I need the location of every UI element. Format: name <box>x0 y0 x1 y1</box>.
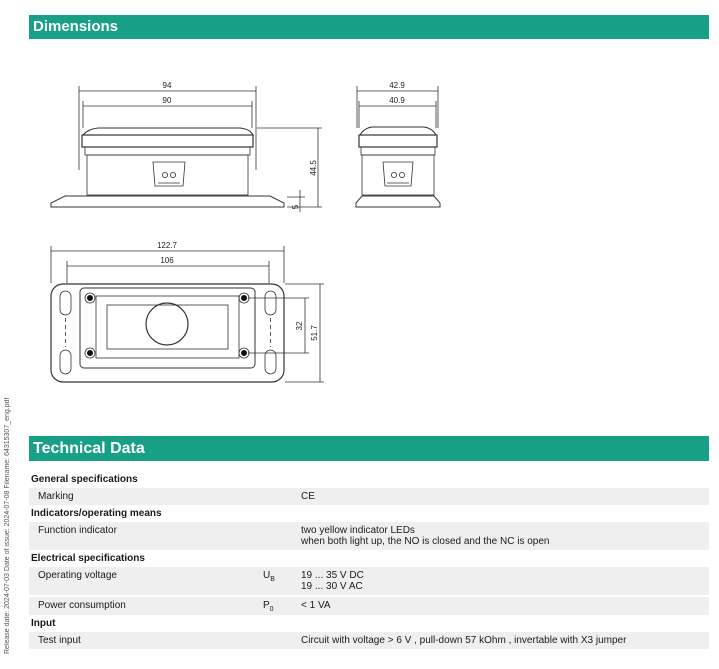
row-value-power-consumption: < 1 VA <box>301 597 709 615</box>
row-symbol-ub: $U_B$ <box>263 567 301 595</box>
row-name-marking: Marking <box>29 488 263 505</box>
dim-label-94: 94 <box>162 81 172 90</box>
dimensions-section-header: Dimensions <box>29 15 709 39</box>
row-symbol <box>263 488 301 505</box>
group-indicators-operating-means: Indicators/operating means <box>31 508 162 519</box>
dim-label-122-7: 122.7 <box>156 241 178 250</box>
group-general-specifications: General specifications <box>31 474 138 485</box>
table-row <box>29 488 709 505</box>
row-symbol <box>263 522 301 550</box>
row-name-test-input: Test input <box>29 632 263 649</box>
row-value-operating-voltage: 19 ... 35 V DC 19 ... 30 V AC <box>301 567 709 595</box>
front-view <box>51 86 322 212</box>
row-name-operating-voltage: Operating voltage <box>29 567 263 595</box>
group-electrical-specifications: Electrical specifications <box>31 553 145 564</box>
row-value-marking: CE <box>301 488 709 505</box>
dim-label-5: 5 <box>291 204 300 210</box>
table-row <box>29 597 709 615</box>
technical-data-section-header: Technical Data <box>29 436 709 461</box>
table-row <box>29 522 709 550</box>
dim-label-42-9: 42.9 <box>389 81 405 90</box>
dim-label-106: 106 <box>160 256 174 265</box>
row-value-function-indicator: two yellow indicator LEDs when both light up, the NO is closed and the NC is open <box>301 522 709 550</box>
group-input: Input <box>31 618 56 629</box>
row-symbol <box>263 632 301 649</box>
row-symbol-p0: $P_0$ <box>263 597 301 615</box>
row-name-function-indicator: Function indicator <box>29 522 263 550</box>
dimension-centers <box>88 296 247 356</box>
document-footer-metadata: Release date: 2024-07-03 Date of issue: 2024-07-08 Filename: 64315307_eng.pdf <box>4 397 11 654</box>
row-name-power-consumption: Power consumption <box>29 597 263 615</box>
dim-label-51-7: 51.7 <box>310 325 319 341</box>
technical-data-table <box>29 471 709 649</box>
dim-label-32: 32 <box>295 321 304 331</box>
top-view <box>51 246 324 382</box>
table-row <box>29 632 709 649</box>
table-row <box>29 567 709 595</box>
dim-label-40-9: 40.9 <box>389 96 405 105</box>
row-value-test-input: Circuit with voltage > 6 V , pull-down 57 kOhm , invertable with X3 jumper <box>301 632 709 649</box>
dim-label-44-5: 44.5 <box>309 160 318 176</box>
dim-label-90: 90 <box>162 96 172 105</box>
